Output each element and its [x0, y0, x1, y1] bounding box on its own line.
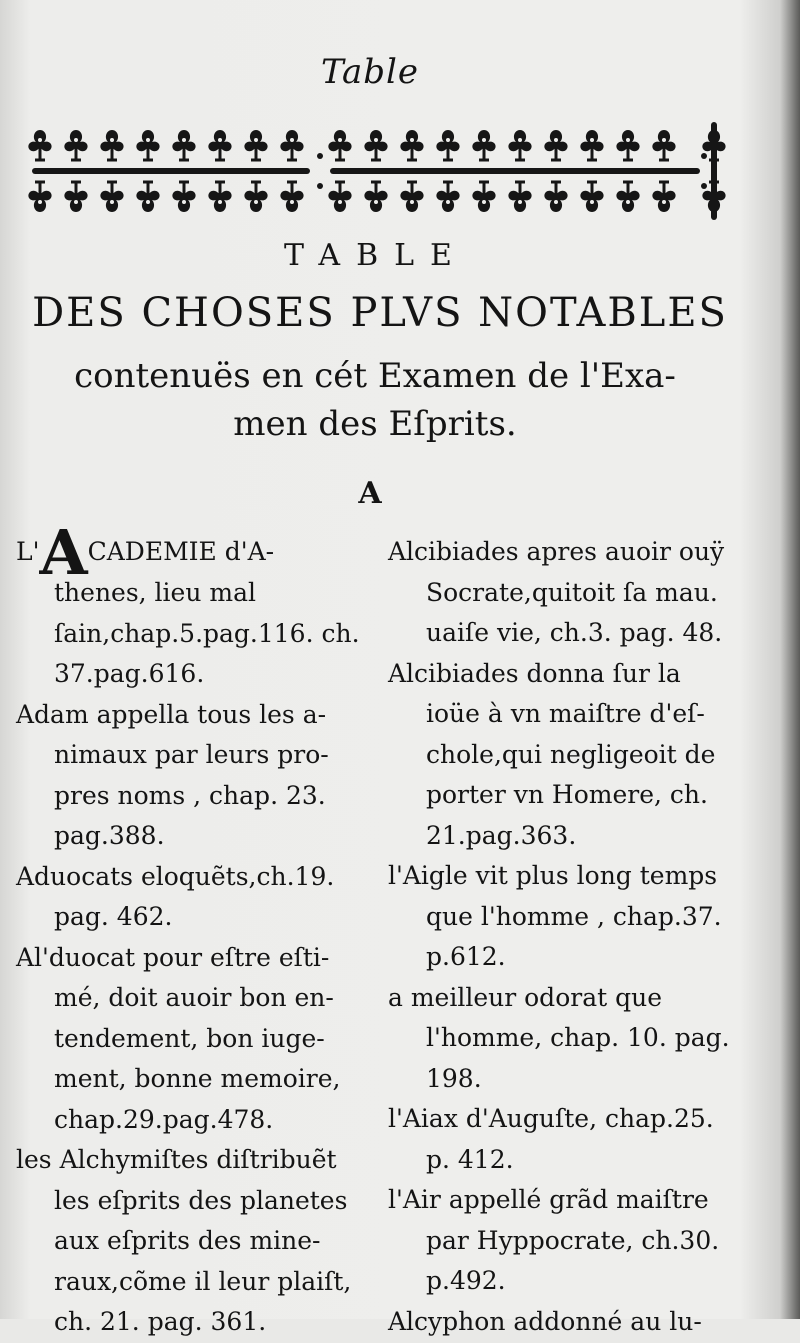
table-subtitle — [60, 352, 690, 448]
entry-text: a meilleur odorat que — [388, 982, 662, 1012]
entry-text: pag. 462. — [54, 902, 173, 931]
index-entry — [388, 1302, 740, 1343]
entry-text: Aduocats eloquẽts,ch.19. — [16, 861, 335, 891]
entry-text: tendement, bon iuge- — [54, 1023, 325, 1053]
index-entry — [388, 856, 740, 978]
entry-text: thenes, lieu mal — [54, 578, 257, 607]
index-entry — [16, 1140, 380, 1343]
index-entry — [388, 654, 740, 857]
index-entry — [16, 516, 380, 695]
index-entry — [16, 857, 380, 938]
entry-text: que l'homme , chap.37. — [426, 901, 722, 931]
entry-text: mé, doit auoir bon en- — [54, 983, 334, 1012]
section-letter: A — [358, 476, 382, 511]
fleuron-border-ornament-icon — [22, 118, 730, 224]
entry-text: raux,cõme il leur plaiſt, — [54, 1266, 352, 1296]
entry-text: 37.pag.616. — [54, 659, 205, 688]
entry-text: ſain,chap.5.pag.116. ch. — [54, 618, 360, 648]
entry-text: Al'duocat pour eſtre eſti- — [16, 942, 330, 972]
running-head: Table — [320, 52, 420, 92]
entry-text: chap.29.pag.478. — [54, 1104, 274, 1134]
index-entry — [388, 532, 740, 654]
entry-text: Adam appella tous les a- — [16, 699, 327, 729]
entry-text: porter vn Homere, ch. — [426, 780, 708, 809]
entry-text: L' — [16, 537, 40, 566]
entry-text: CADEMIE d'A- — [87, 537, 275, 566]
entry-text: Socrate,quitoit ſa mau. — [426, 577, 718, 607]
table-heading: DES CHOSES PLVS NOTABLES — [32, 290, 728, 336]
entry-text: p. 412. — [426, 1144, 514, 1174]
drop-cap: A — [39, 516, 88, 589]
entry-text: ioüe à vn maiſtre d'eſ- — [426, 699, 705, 728]
entry-text: p.492. — [426, 1266, 506, 1295]
entry-text: uaiſe vie, ch.3. pag. 48. — [426, 618, 723, 647]
entry-text: nimaux par leurs pro- — [54, 740, 329, 769]
entry-text: p.612. — [426, 942, 506, 971]
entry-text: Alcibiades donna ſur la — [388, 658, 681, 688]
index-entry — [388, 1099, 740, 1180]
entry-text: l'Aiax d'Auguſte, chap.25. — [388, 1104, 714, 1133]
entry-text: ch. 21. pag. 361. — [54, 1307, 267, 1336]
entry-text: aux eſprits des mine- — [54, 1226, 321, 1255]
entry-text: 21.pag.363. — [426, 820, 577, 850]
entry-text: 198. — [426, 1063, 482, 1093]
entry-text: l'Aigle vit plus long temps — [388, 861, 718, 890]
index-entry — [16, 938, 380, 1141]
subtitle-line-1: contenuës en cét Examen de l'Exa- — [74, 356, 676, 396]
entry-text: chole,qui negligeoit de — [426, 739, 716, 769]
entry-text: ment, bonne memoire, — [54, 1064, 341, 1093]
entry-text: Alcibiades apres auoir ouÿ — [388, 537, 725, 566]
entry-text: l'Air appellé grãd maiſtre — [388, 1185, 709, 1214]
entry-text: pres noms , chap. 23. — [54, 780, 326, 810]
entry-text: les Alchymiſtes diſtribuẽt — [16, 1145, 337, 1174]
index-right-column — [388, 532, 740, 1342]
entry-text: l'homme, chap. 10. pag. — [426, 1023, 730, 1052]
table-title: TABLE — [284, 238, 468, 273]
index-entry — [16, 695, 380, 857]
index-entry — [388, 1180, 740, 1302]
entry-text: les eſprits des planetes — [54, 1185, 348, 1215]
entry-text: pag.388. — [54, 821, 165, 850]
index-entry — [388, 978, 740, 1100]
entry-text: Alcyphon addonné au lu- — [388, 1306, 702, 1336]
entry-text: par Hyppocrate, ch.30. — [426, 1225, 720, 1255]
subtitle-line-2: men des Eſprits. — [233, 404, 517, 444]
index-left-column — [16, 516, 380, 1343]
